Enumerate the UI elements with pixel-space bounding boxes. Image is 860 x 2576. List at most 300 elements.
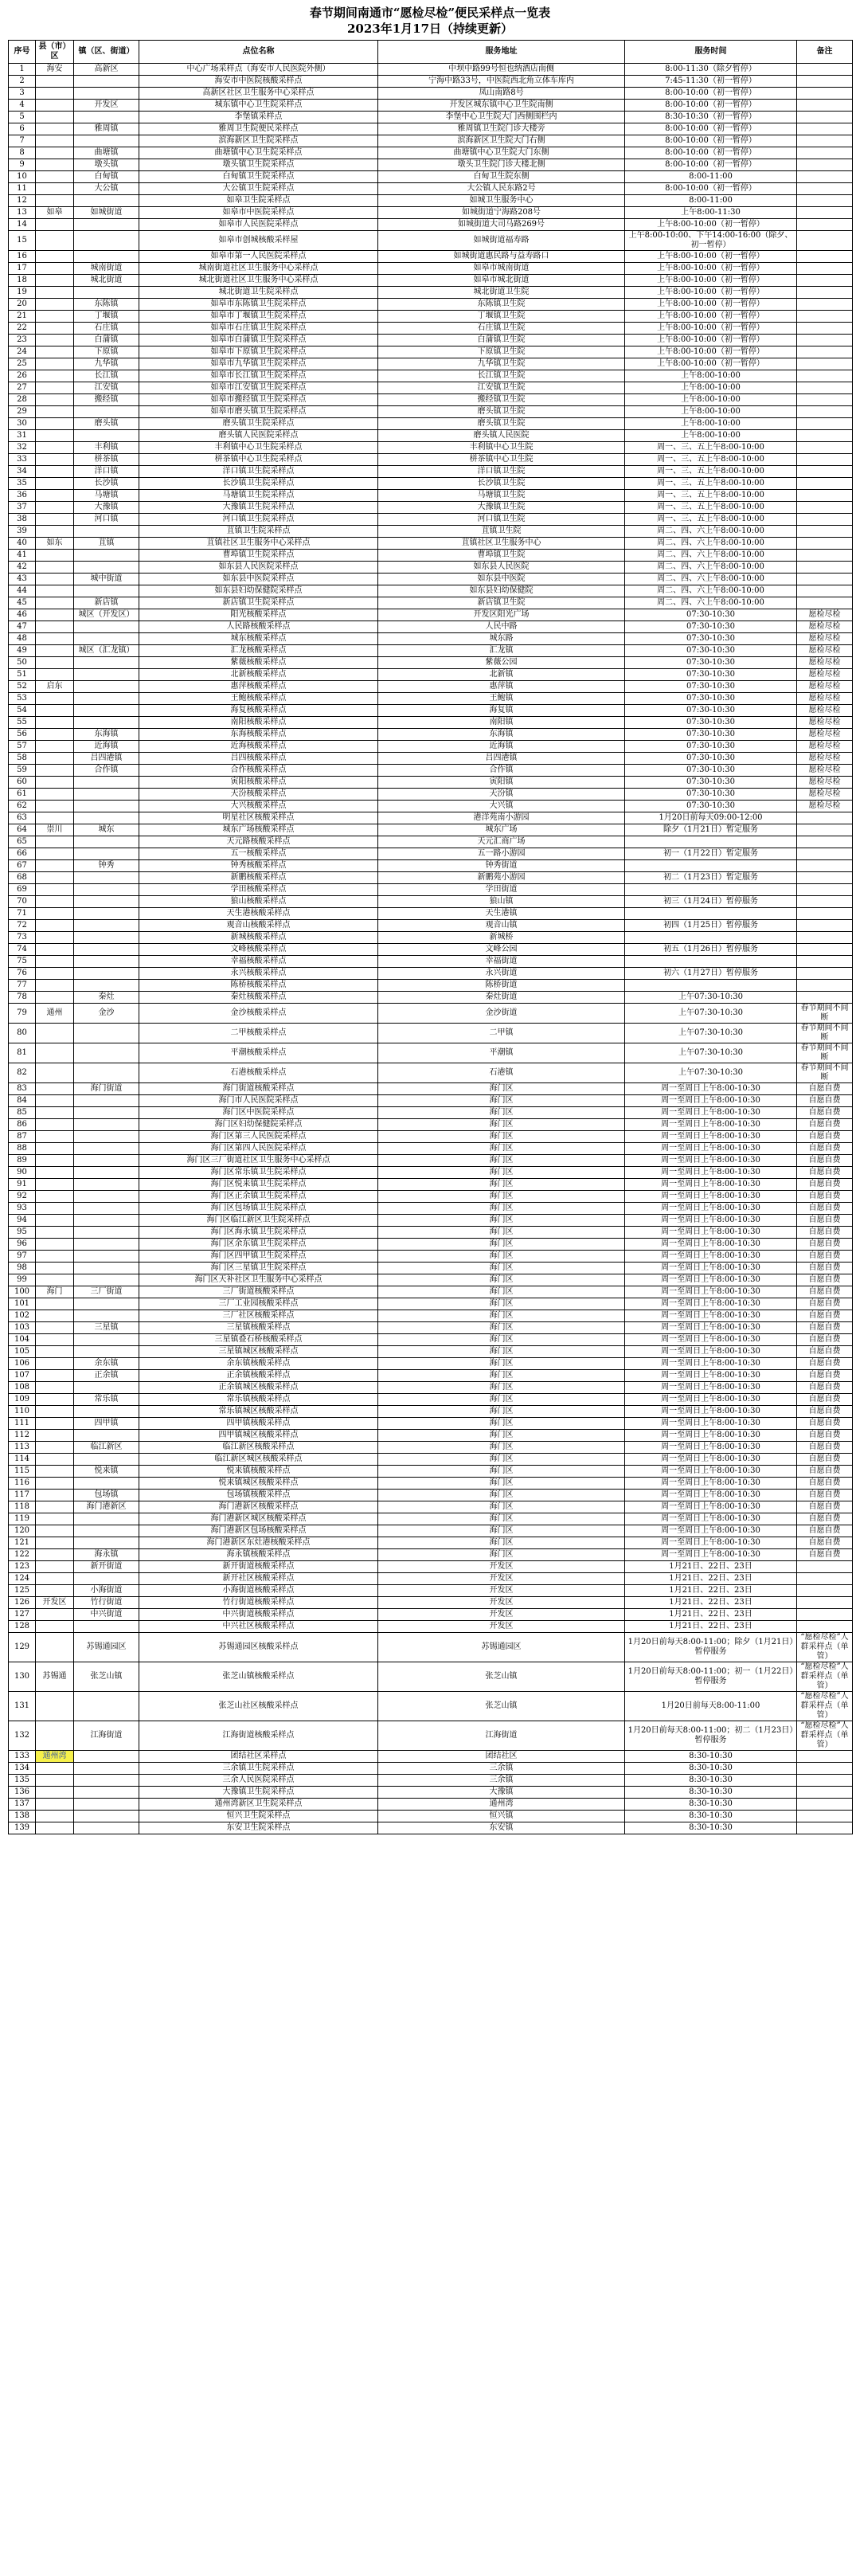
table-row (9, 1478, 853, 1490)
site-name-cell: 学田核酸采样点 (139, 884, 378, 896)
site-name-cell: 悦来镇核酸采样点 (139, 1466, 378, 1478)
town-cell: 新店镇 (74, 597, 139, 609)
note-cell (797, 1585, 853, 1597)
address-cell: 大豫镇 (378, 1787, 625, 1799)
town-cell (74, 76, 139, 88)
service-time-cell: 上午8:00-10:00（初一暂停） (625, 299, 797, 311)
note-cell: 自愿自费 (797, 1167, 853, 1179)
district-cell (36, 1811, 74, 1822)
row-number: 82 (9, 1063, 36, 1083)
row-number: 15 (9, 231, 36, 251)
note-cell (797, 812, 853, 824)
town-cell (74, 526, 139, 538)
row-number: 40 (9, 538, 36, 550)
table-row (9, 1004, 853, 1024)
town-cell: 金沙 (74, 1004, 139, 1024)
row-number: 58 (9, 753, 36, 765)
row-number: 7 (9, 135, 36, 147)
service-time-cell: 1月20日前每天8:00-11:00；初一（1月22日）暂停服务 (625, 1662, 797, 1692)
note-cell (797, 848, 853, 860)
district-cell (36, 275, 74, 287)
note-cell (797, 287, 853, 299)
row-number: 105 (9, 1346, 36, 1358)
row-number: 131 (9, 1692, 36, 1721)
district-cell (36, 741, 74, 753)
row-number: 109 (9, 1394, 36, 1406)
site-name-cell: 李堡镇采样点 (139, 112, 378, 123)
address-cell: 磨头镇卫生院 (378, 418, 625, 430)
row-number: 6 (9, 123, 36, 135)
row-number: 16 (9, 251, 36, 263)
service-time-cell: 1月21日、22日、23日 (625, 1609, 797, 1621)
service-time-cell: 07:30-10:30 (625, 669, 797, 681)
note-cell: 自愿自费 (797, 1418, 853, 1430)
table-row (9, 526, 853, 538)
town-cell (74, 1310, 139, 1322)
service-time-cell: 07:30-10:30 (625, 729, 797, 741)
district-cell (36, 335, 74, 346)
service-time-cell: 周一至周日上午8:00-10:30 (625, 1107, 797, 1119)
district-cell (36, 645, 74, 657)
address-cell: 城东路 (378, 633, 625, 645)
site-name-cell: 新开社区核酸采样点 (139, 1573, 378, 1585)
row-number: 14 (9, 219, 36, 231)
address-cell: 开发区 (378, 1597, 625, 1609)
site-name-cell: 平潮核酸采样点 (139, 1043, 378, 1063)
town-cell (74, 1239, 139, 1251)
table-row (9, 777, 853, 789)
note-cell: 愿检尽检 (797, 645, 853, 657)
district-cell (36, 717, 74, 729)
note-cell: 自愿自费 (797, 1466, 853, 1478)
address-cell: 海门区 (378, 1155, 625, 1167)
district-cell (36, 1215, 74, 1227)
town-cell: 江海街道 (74, 1721, 139, 1751)
address-cell: 港洋苑南小游园 (378, 812, 625, 824)
table-row (9, 64, 853, 76)
town-cell: 曲塘镇 (74, 147, 139, 159)
site-name-cell: 三星镇核酸采样点 (139, 1322, 378, 1334)
town-cell (74, 944, 139, 956)
service-time-cell: 上午07:30-10:30 (625, 1063, 797, 1083)
town-cell (74, 1155, 139, 1167)
site-name-cell: 三余人民医院采样点 (139, 1775, 378, 1787)
service-time-cell: 上午8:00-10:00 (625, 406, 797, 418)
address-cell: 文峰公园 (378, 944, 625, 956)
district-cell: 开发区 (36, 1597, 74, 1609)
town-cell: 张芝山镇 (74, 1662, 139, 1692)
site-name-cell: 海门区悦来镇卫生院采样点 (139, 1179, 378, 1191)
address-cell: 寅阳镇 (378, 777, 625, 789)
table-row (9, 848, 853, 860)
district-cell: 启东 (36, 681, 74, 693)
service-time-cell: 1月21日、22日、23日 (625, 1561, 797, 1573)
site-name-cell: 幸福核酸采样点 (139, 956, 378, 968)
note-cell (797, 335, 853, 346)
service-time-cell: 07:30-10:30 (625, 609, 797, 621)
site-name-cell: 大公镇卫生院采样点 (139, 183, 378, 195)
row-number: 36 (9, 490, 36, 502)
site-name-cell: 恒兴卫生院采样点 (139, 1811, 378, 1822)
district-cell (36, 1382, 74, 1394)
note-cell: 自愿自费 (797, 1286, 853, 1298)
service-time-cell: 07:30-10:30 (625, 777, 797, 789)
site-name-cell: 海门区天补社区卫生服务中心采样点 (139, 1274, 378, 1286)
address-cell: 海门区 (378, 1107, 625, 1119)
table-row (9, 1167, 853, 1179)
site-name-cell: 高新区社区卫生服务中心采样点 (139, 88, 378, 100)
row-number: 65 (9, 836, 36, 848)
site-name-cell: 曹埠镇卫生院采样点 (139, 550, 378, 562)
district-cell: 海门 (36, 1286, 74, 1298)
table-row (9, 382, 853, 394)
row-number: 26 (9, 370, 36, 382)
table-row (9, 370, 853, 382)
site-name-cell: 洋口镇卫生院采样点 (139, 466, 378, 478)
table-row (9, 1239, 853, 1251)
table-row (9, 693, 853, 705)
address-cell: 合作镇 (378, 765, 625, 777)
service-time-cell: 周二、四、六上午8:00-10:00 (625, 574, 797, 585)
site-name-cell: 北新核酸采样点 (139, 669, 378, 681)
service-time-cell: 上午8:00-10:00 (625, 370, 797, 382)
note-cell (797, 1609, 853, 1621)
row-number: 34 (9, 466, 36, 478)
town-cell: 钟秀 (74, 860, 139, 872)
col-header-note: 备注 (797, 41, 853, 64)
row-number: 107 (9, 1370, 36, 1382)
address-cell: 近海镇 (378, 741, 625, 753)
note-cell (797, 585, 853, 597)
address-cell: 如城卫生服务中心 (378, 195, 625, 207)
row-number: 108 (9, 1382, 36, 1394)
site-name-cell: 海门区妇幼保健院采样点 (139, 1119, 378, 1131)
town-cell: 常乐镇 (74, 1394, 139, 1406)
address-cell: 白甸卫生院东侧 (378, 171, 625, 183)
town-cell: 海门街道 (74, 1083, 139, 1095)
service-time-cell: 上午07:30-10:30 (625, 992, 797, 1004)
table-row (9, 1573, 853, 1585)
service-time-cell: 初五（1月26日）暂停服务 (625, 944, 797, 956)
service-time-cell: 周一、三、五上午8:00-10:00 (625, 442, 797, 454)
note-cell (797, 478, 853, 490)
site-name-cell: 如皋市创城核酸采样屋 (139, 231, 378, 251)
row-number: 67 (9, 860, 36, 872)
district-cell (36, 657, 74, 669)
note-cell (797, 550, 853, 562)
note-cell (797, 112, 853, 123)
row-number: 25 (9, 358, 36, 370)
site-name-cell: 如皋市长江镇卫生院采样点 (139, 370, 378, 382)
district-cell (36, 1322, 74, 1334)
table-row (9, 621, 853, 633)
town-cell: 九华镇 (74, 358, 139, 370)
note-cell (797, 860, 853, 872)
table-row (9, 741, 853, 753)
town-cell (74, 1274, 139, 1286)
row-number: 136 (9, 1787, 36, 1799)
district-cell (36, 1119, 74, 1131)
note-cell: 自愿自费 (797, 1298, 853, 1310)
note-cell (797, 597, 853, 609)
address-cell: 汇龙镇 (378, 645, 625, 657)
service-time-cell: 周二、四、六上午8:00-10:00 (625, 538, 797, 550)
table-row (9, 299, 853, 311)
address-cell: 丁堰镇卫生院 (378, 311, 625, 323)
note-cell (797, 932, 853, 944)
service-time-cell: 周一至周日上午8:00-10:30 (625, 1454, 797, 1466)
note-cell: “愿检尽检”人群采样点（单管） (797, 1633, 853, 1662)
town-cell: 东海镇 (74, 729, 139, 741)
row-number: 128 (9, 1621, 36, 1633)
site-name-cell: 金沙核酸采样点 (139, 1004, 378, 1024)
row-number: 13 (9, 207, 36, 219)
district-cell (36, 872, 74, 884)
district-cell (36, 219, 74, 231)
site-name-cell: 寅阳核酸采样点 (139, 777, 378, 789)
town-cell (74, 1203, 139, 1215)
row-number: 102 (9, 1310, 36, 1322)
title-block (8, 0, 852, 40)
address-cell: 海门区 (378, 1382, 625, 1394)
district-cell (36, 932, 74, 944)
site-name-cell: 吕四核酸采样点 (139, 753, 378, 765)
table-row (9, 1310, 853, 1322)
table-row (9, 1585, 853, 1597)
district-cell (36, 1251, 74, 1263)
site-name-cell: 文峰核酸采样点 (139, 944, 378, 956)
service-time-cell: 上午8:00-10:00（初一暂停） (625, 219, 797, 231)
row-number: 80 (9, 1024, 36, 1043)
note-cell: 愿检尽检 (797, 669, 853, 681)
address-cell: 钟秀街道 (378, 860, 625, 872)
table-row (9, 729, 853, 741)
document-subtitle: 2023年1月17日（持续更新） (346, 22, 514, 36)
district-cell (36, 860, 74, 872)
site-name-cell: 如皋市中医院采样点 (139, 207, 378, 219)
note-cell (797, 406, 853, 418)
service-time-cell: 初三（1月24日）暂停服务 (625, 896, 797, 908)
note-cell: 自愿自费 (797, 1215, 853, 1227)
address-cell: 海门区 (378, 1370, 625, 1382)
table-row (9, 1621, 853, 1633)
table-row (9, 76, 853, 88)
row-number: 99 (9, 1274, 36, 1286)
town-cell: 城东 (74, 824, 139, 836)
town-cell (74, 430, 139, 442)
note-cell (797, 418, 853, 430)
row-number: 110 (9, 1406, 36, 1418)
table-row (9, 231, 853, 251)
row-number: 132 (9, 1721, 36, 1751)
service-time-cell: 上午07:30-10:30 (625, 1043, 797, 1063)
note-cell (797, 123, 853, 135)
site-name-cell: 雅周卫生院便民采样点 (139, 123, 378, 135)
table-row (9, 207, 853, 219)
district-cell (36, 442, 74, 454)
district-cell: 通州 (36, 1004, 74, 1024)
table-row (9, 980, 853, 992)
table-row (9, 1179, 853, 1191)
site-name-cell: 城东镇中心卫生院采样点 (139, 100, 378, 112)
table-row (9, 609, 853, 621)
row-number: 4 (9, 100, 36, 112)
row-number: 101 (9, 1298, 36, 1310)
row-number: 27 (9, 382, 36, 394)
address-cell: 张芝山镇 (378, 1692, 625, 1721)
site-name-cell: 观音山核酸采样点 (139, 920, 378, 932)
district-cell (36, 1633, 74, 1662)
site-name-cell: 通州湾新区卫生院采样点 (139, 1799, 378, 1811)
town-cell: 栟茶镇 (74, 454, 139, 466)
service-time-cell: 8:00-10:00（初一暂停） (625, 159, 797, 171)
service-time-cell: 8:00-11:30（除夕暂停） (625, 64, 797, 76)
district-cell (36, 789, 74, 801)
district-cell (36, 1179, 74, 1191)
note-cell (797, 896, 853, 908)
table-row (9, 574, 853, 585)
site-name-cell: 如皋市九华镇卫生院采样点 (139, 358, 378, 370)
table-row (9, 824, 853, 836)
site-name-cell: 正余镇核酸采样点 (139, 1370, 378, 1382)
table-row (9, 1083, 853, 1095)
address-cell: 海门区 (378, 1227, 625, 1239)
service-time-cell: 周一至周日上午8:00-10:30 (625, 1442, 797, 1454)
site-name-cell: 磨头镇卫生院采样点 (139, 418, 378, 430)
town-cell: 城北街道 (74, 275, 139, 287)
table-row (9, 669, 853, 681)
note-cell: 愿检尽检 (797, 693, 853, 705)
service-time-cell: 上午8:00-10:00（初一暂停） (625, 346, 797, 358)
row-number: 121 (9, 1537, 36, 1549)
note-cell (797, 299, 853, 311)
service-time-cell: 周一至周日上午8:00-10:30 (625, 1406, 797, 1418)
service-time-cell (625, 836, 797, 848)
site-name-cell: 磨头镇人民医院采样点 (139, 430, 378, 442)
table-header-row (9, 41, 853, 64)
service-time-cell: 07:30-10:30 (625, 621, 797, 633)
district-cell (36, 1143, 74, 1155)
service-time-cell: 周一、三、五上午8:00-10:00 (625, 466, 797, 478)
table-row (9, 1430, 853, 1442)
address-cell: 白蒲镇卫生院 (378, 335, 625, 346)
town-cell: 大豫镇 (74, 502, 139, 514)
site-name-cell: 石港核酸采样点 (139, 1063, 378, 1083)
table-row (9, 645, 853, 657)
address-cell: 新城桥 (378, 932, 625, 944)
town-cell: 搬经镇 (74, 394, 139, 406)
town-cell: 江安镇 (74, 382, 139, 394)
district-cell (36, 705, 74, 717)
district-cell (36, 920, 74, 932)
district-cell (36, 1573, 74, 1585)
row-number: 46 (9, 609, 36, 621)
table-row (9, 1394, 853, 1406)
district-cell (36, 323, 74, 335)
town-cell: 新开街道 (74, 1561, 139, 1573)
note-cell (797, 370, 853, 382)
town-cell (74, 669, 139, 681)
town-cell (74, 812, 139, 824)
district-cell (36, 729, 74, 741)
address-cell: 如城街道福寿路 (378, 231, 625, 251)
service-time-cell: 周二、四、六上午8:00-10:00 (625, 585, 797, 597)
address-cell: 海门区 (378, 1394, 625, 1406)
service-time-cell: 上午8:00-10:00（初一暂停） (625, 287, 797, 299)
town-cell (74, 693, 139, 705)
address-cell: 幸福街道 (378, 956, 625, 968)
site-name-cell: 如东县中医院采样点 (139, 574, 378, 585)
note-cell: “愿检尽检”人群采样点（单管） (797, 1662, 853, 1692)
town-cell (74, 1799, 139, 1811)
row-number: 73 (9, 932, 36, 944)
district-cell (36, 112, 74, 123)
service-time-cell: 1月21日、22日、23日 (625, 1585, 797, 1597)
note-cell (797, 1763, 853, 1775)
district-cell (36, 585, 74, 597)
town-cell (74, 896, 139, 908)
row-number: 32 (9, 442, 36, 454)
address-cell: 天汾镇 (378, 789, 625, 801)
note-cell: 自愿自费 (797, 1143, 853, 1155)
address-cell: 长沙镇卫生院 (378, 478, 625, 490)
site-name-cell: 如东县人民医院采样点 (139, 562, 378, 574)
town-cell (74, 1143, 139, 1155)
service-time-cell: 周一至周日上午8:00-10:30 (625, 1478, 797, 1490)
town-cell: 临江新区 (74, 1442, 139, 1454)
address-cell: 大豫镇卫生院 (378, 502, 625, 514)
service-time-cell: 周一至周日上午8:00-10:30 (625, 1167, 797, 1179)
service-time-cell: 8:00-10:00（初一暂停） (625, 135, 797, 147)
service-time-cell: 8:30-10:30 (625, 1822, 797, 1834)
site-name-cell: 海复核酸采样点 (139, 705, 378, 717)
district-cell (36, 1024, 74, 1043)
site-name-cell: 城东核酸采样点 (139, 633, 378, 645)
district-cell (36, 1274, 74, 1286)
town-cell (74, 112, 139, 123)
address-cell: 城北街道卫生院 (378, 287, 625, 299)
table-row (9, 1501, 853, 1513)
note-cell (797, 502, 853, 514)
district-cell (36, 171, 74, 183)
service-time-cell: 周一至周日上午8:00-10:30 (625, 1263, 797, 1274)
address-cell: 永兴街道 (378, 968, 625, 980)
table-row (9, 932, 853, 944)
address-cell: 曹埠镇卫生院 (378, 550, 625, 562)
address-cell: 海门区 (378, 1322, 625, 1334)
site-name-cell: 小海街道核酸采样点 (139, 1585, 378, 1597)
district-cell (36, 1609, 74, 1621)
address-cell: 苴镇社区卫生服务中心 (378, 538, 625, 550)
note-cell (797, 442, 853, 454)
row-number: 17 (9, 263, 36, 275)
town-cell (74, 920, 139, 932)
row-number: 41 (9, 550, 36, 562)
site-name-cell: 如皋市磨头镇卫生院采样点 (139, 406, 378, 418)
row-number: 2 (9, 76, 36, 88)
service-time-cell: 07:30-10:30 (625, 633, 797, 645)
col-header-district: 县（市）区 (36, 41, 74, 64)
table-row (9, 311, 853, 323)
site-name-cell: 秦灶核酸采样点 (139, 992, 378, 1004)
service-time-cell: 周一至周日上午8:00-10:30 (625, 1215, 797, 1227)
table-row (9, 147, 853, 159)
site-name-cell: 东海核酸采样点 (139, 729, 378, 741)
town-cell: 下原镇 (74, 346, 139, 358)
note-cell: 愿检尽检 (797, 705, 853, 717)
district-cell (36, 1095, 74, 1107)
town-cell (74, 705, 139, 717)
